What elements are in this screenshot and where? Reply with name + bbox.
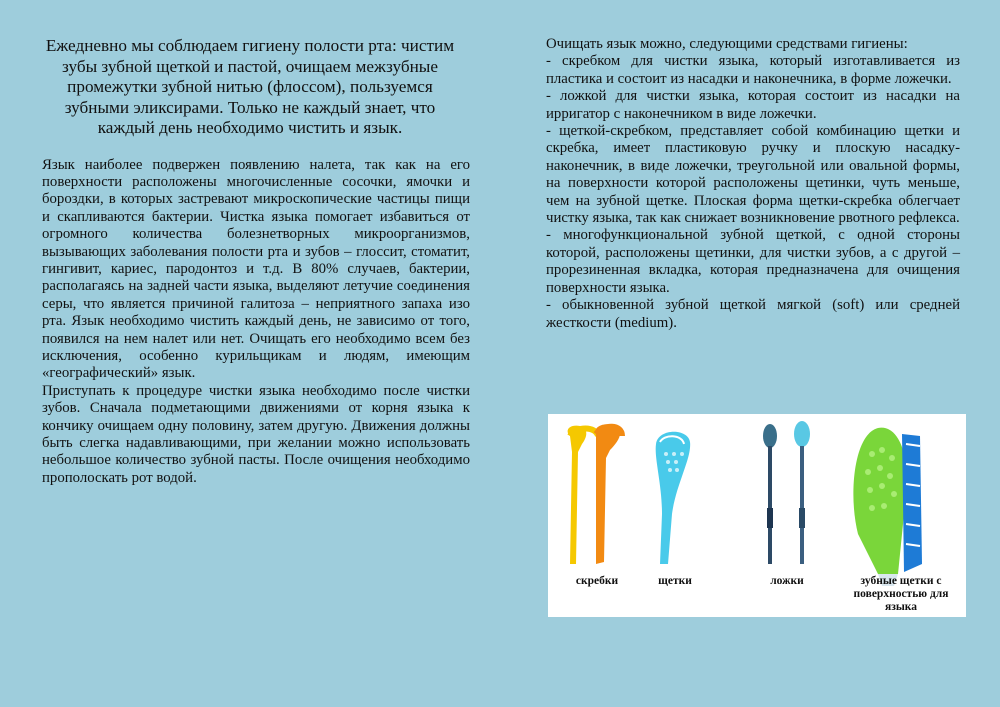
list-item-multifunctional-brush: - многофункциональной зубной щеткой, с одной стороны которой, расположены щетинки, для чистки зубов, а с другой – прорезиненная вкладка, которая предназначена для очищения поверхности языка. xyxy=(546,227,960,296)
paragraph-procedure: Приступать к процедуре чистки языка необходимо после чистки зубов. Сначала подметающими движениями от корня языка к кончику очищаем одну половину, затем другую. Движения должны быть слегка надавливающими, при желании можно использовать небольшое количество зубной пасты. После очищения необходимо прополоскать рот водой. xyxy=(42,382,470,486)
tongue-spoon-icon xyxy=(763,421,810,564)
caption-spoons: ложки xyxy=(770,575,804,587)
intro-text: Ежедневно мы соблюдаем гигиену полости рта: чистим зубы зубной щеткой и пастой, очищаем межзубные промежутки зубной нитью (флоссом), пользуемся зубными эликсирами. Только не каждый знает, что каждый день необходимо чистить и язык. xyxy=(45,36,455,137)
caption-brushes: щетки xyxy=(658,575,692,587)
toothbrush-icon xyxy=(853,428,922,586)
main-text xyxy=(30,157,470,488)
list-item-spoon: - ложкой для чистки языка, которая состоит из насадки на ирригатор с наконечником в виде ложечки. xyxy=(546,88,960,122)
left-column xyxy=(30,0,470,487)
list-item-scraper: - скребком для чистки языка, который изготавливается из пластика и состоит из насадки и наконечника, в форме ложечки. xyxy=(546,53,960,87)
list-item-brush-scraper: - щеткой-скребком, представляет собой комбинацию щетки и скребка, имеет пластиковую ручку и плоскую насадку-наконечник, в виде ложечки, треугольной или овальной формы, на поверхности которой расположены щетинки, чуть меньше, чем на зубной щетке. Плоская форма щетки-скребка облегчает чистку языка, так как снижает возникновение рвотного рефлекса. xyxy=(546,123,960,227)
caption-toothbrushes: зубные щетки с поверхностью для языка xyxy=(853,575,949,613)
tongue-scraper-icon xyxy=(568,424,622,564)
hygiene-means-list xyxy=(546,36,960,332)
caption-scrapers: скребки xyxy=(575,575,619,587)
list-heading: Очищать язык можно, следующими средствами гигиены: xyxy=(546,36,908,52)
right-column xyxy=(546,0,960,332)
tongue-cleaners-figure xyxy=(548,414,966,617)
brush-scraper-icon xyxy=(656,432,690,564)
paragraph-tongue-bacteria: Язык наиболее подвержен появлению налета, так как на его поверхности расположены многочисленные сосочки, ямочки и бороздки, в которых застревают микроскопические частицы пищи и скапливаются бактерии. Чистка языка помогает избавиться от огромного количества болезнетворных микроорганизмов, вызывающих заболевания полости рта и зубов – глоссит, стоматит, гингивит, кариес, пародонтоз и т.д. В 80% случаев, бактерии, располагаясь на задней части языка, выделяют летучие соединения серы, что является причиной галитоза – неприятного запаха изо рта. Язык необходимо чистить каждый день, не зависимо от того, появился на нем налет или нет. Очищать его необходимо всем без исключения, особенно курильщикам и людям, имеющим «географический» язык. xyxy=(42,156,470,382)
list-item-regular-brush: - обыкновенной зубной щеткой мягкой (soft) или средней жесткости (medium). xyxy=(546,297,960,331)
